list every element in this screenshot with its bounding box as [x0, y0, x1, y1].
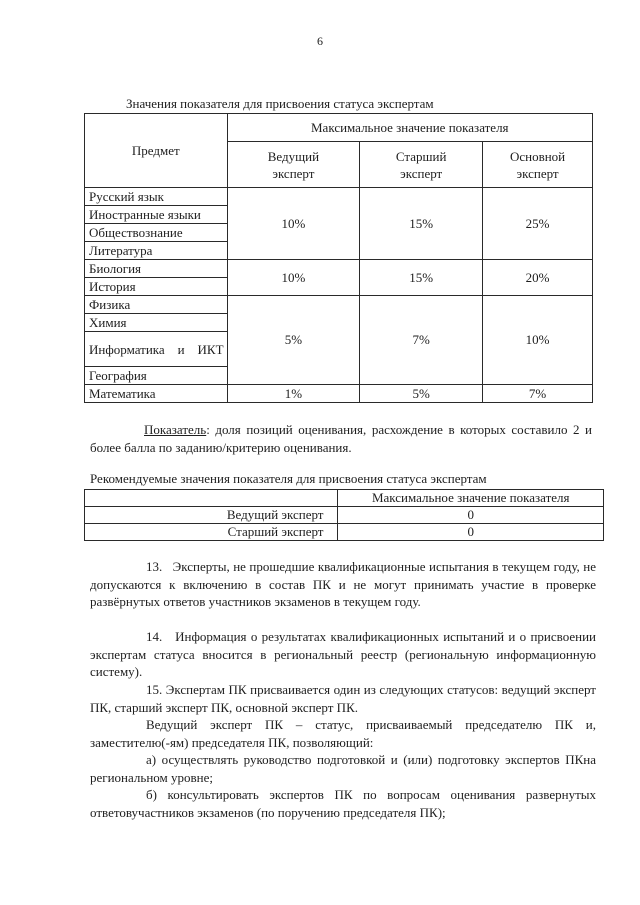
basic-value: 10%: [483, 296, 593, 385]
senior-value: 15%: [360, 260, 483, 296]
lead-value: 1%: [227, 385, 360, 403]
table2-row-value: 0: [338, 507, 604, 524]
lead-value: 10%: [227, 188, 360, 260]
senior-value: 5%: [360, 385, 483, 403]
lead-value: 10%: [227, 260, 360, 296]
indicator-label: Показатель: [144, 422, 207, 437]
subject-cell: География: [85, 367, 228, 385]
col-subject-header: Предмет: [85, 114, 228, 188]
basic-value: 20%: [483, 260, 593, 296]
paragraph-item-a: а) осуществлять руководство подготовкой и (или) подготовку экспертов ПКна региональном уровне;: [90, 752, 596, 785]
table2-row-value: 0: [338, 524, 604, 541]
indicator-paragraph: [90, 421, 592, 456]
basic-value: 25%: [483, 188, 593, 260]
indicator-text: : доля позиций оценивания, расхождение в которых составило 2 и более балла по заданию/критерию оценивания.: [90, 422, 592, 455]
col-group-header: Максимальное значение показателя: [227, 114, 592, 142]
table2-header: Максимальное значение показателя: [338, 490, 604, 507]
table2-row-label: Ведущий эксперт: [85, 507, 338, 524]
table2-row-label: Старший эксперт: [85, 524, 338, 541]
col-basic-header: Основной эксперт: [483, 142, 593, 188]
table1: [84, 113, 593, 403]
table2: [84, 489, 604, 541]
paragraph-15: 15. Экспертам ПК присваивается один из следующих статусов: ведущий эксперт ПК, старший эксперт ПК, основной эксперт ПК.: [90, 682, 596, 715]
subject-cell: Химия: [85, 314, 228, 332]
paragraph-14: 14. Информация о результатах квалификационных испытаний и о присвоении экспертам статуса вносится в региональный реестр (региональную информационную систему).: [90, 629, 596, 679]
subject-cell: История: [85, 278, 228, 296]
basic-value: 7%: [483, 385, 593, 403]
col-lead-header: Ведущий эксперт: [227, 142, 360, 188]
col-senior-header: Старший эксперт: [360, 142, 483, 188]
subject-cell: Литература: [85, 242, 228, 260]
lead-value: 5%: [227, 296, 360, 385]
subject-cell: Математика: [85, 385, 228, 403]
page-number: 6: [317, 34, 323, 48]
senior-value: 15%: [360, 188, 483, 260]
table2-caption: Рекомендуемые значения показателя для присвоения статуса экспертам: [90, 471, 487, 486]
senior-value: 7%: [360, 296, 483, 385]
subject-cell: Биология: [85, 260, 228, 278]
subject-cell: Информатика и ИКТ: [85, 332, 228, 367]
subject-cell: Физика: [85, 296, 228, 314]
paragraph-13: 13. Эксперты, не прошедшие квалификационные испытания в текущем году, не допускаются к включению в состав ПК и не могут принимать участие в проверке развёрнутых ответов участников экзаменов в текущем году.: [90, 559, 596, 609]
subject-cell: Иностранные языки: [85, 206, 228, 224]
subject-cell: Русский язык: [85, 188, 228, 206]
paragraph-lead-expert: Ведущий эксперт ПК – статус, присваиваемый председателю ПК и, заместителю(-ям) председателя ПК, позволяющий:: [90, 717, 596, 750]
empty-cell: [85, 490, 338, 507]
subject-cell: Обществознание: [85, 224, 228, 242]
table1-caption: Значения показателя для присвоения статуса экспертам: [126, 96, 434, 111]
paragraph-item-b: б) консультировать экспертов ПК по вопросам оценивания развернутых ответовучастников экзаменов (по поручению председателя ПК);: [90, 787, 596, 820]
